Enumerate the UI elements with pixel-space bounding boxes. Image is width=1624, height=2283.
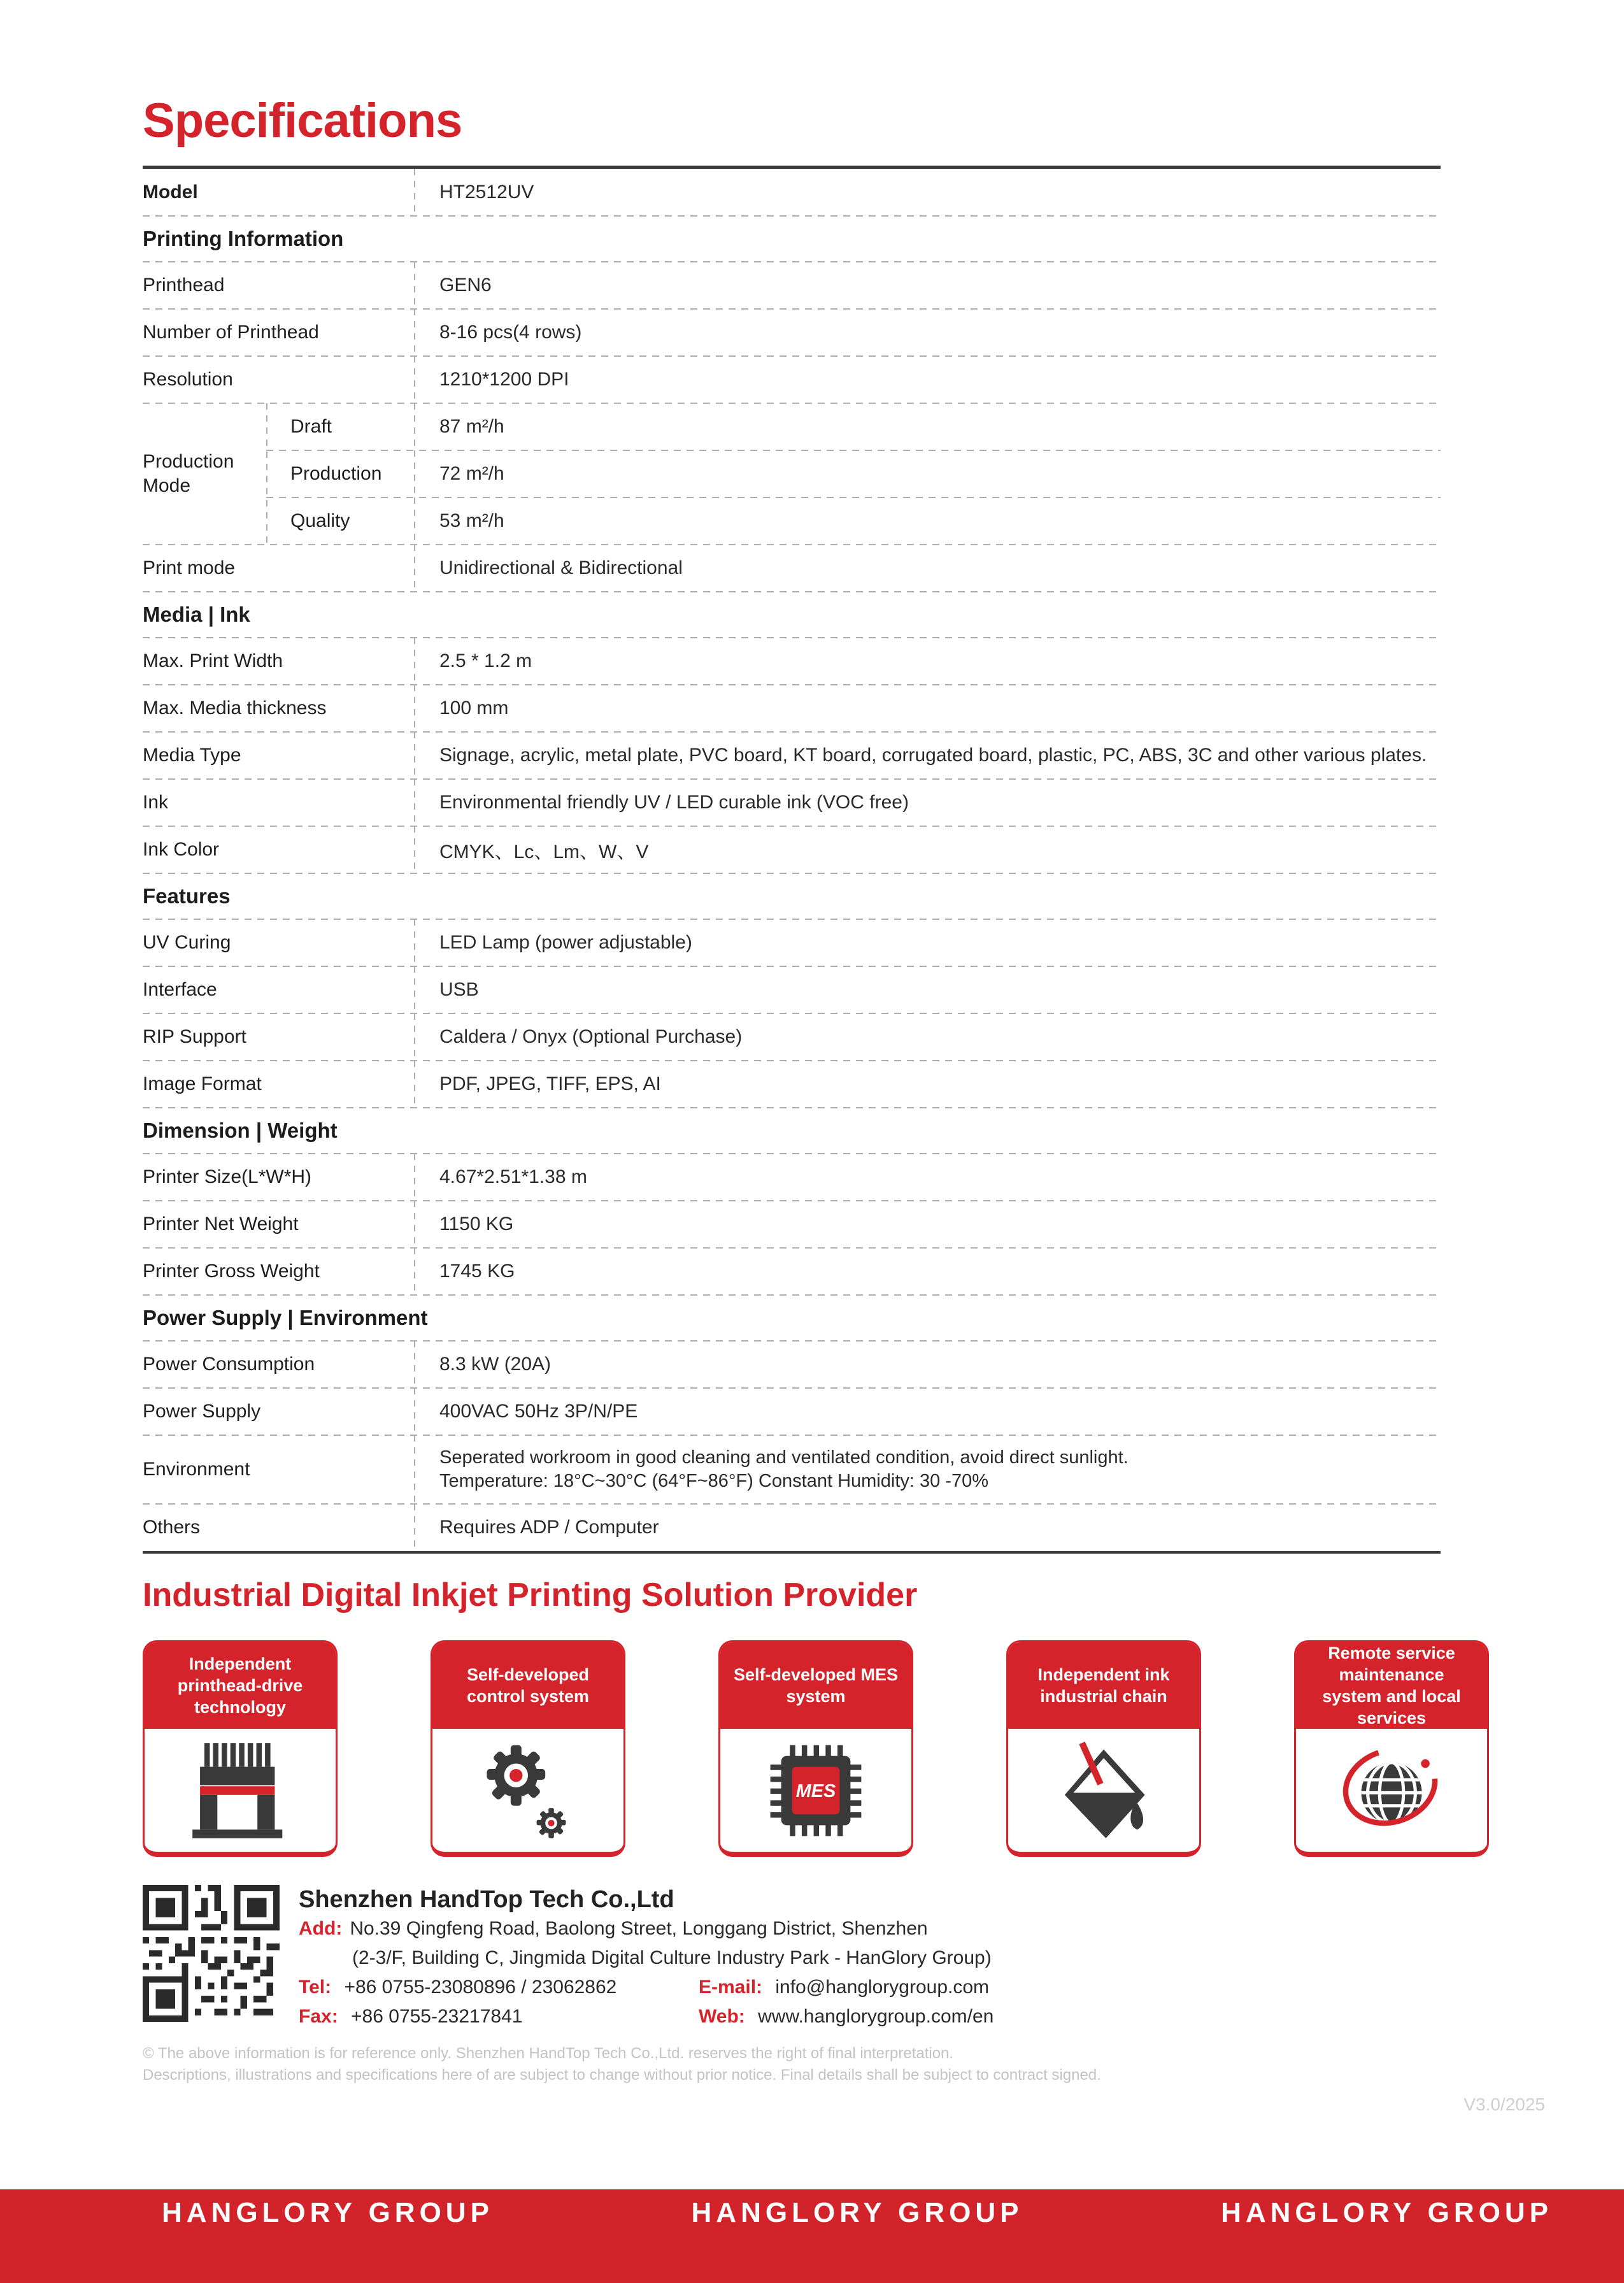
page-title: Specifications <box>143 94 462 148</box>
card-icon-area <box>1296 1729 1487 1852</box>
card-remote-service <box>1294 1640 1489 1857</box>
section-title: Media | Ink <box>143 603 250 626</box>
spec-label: Power Supply <box>143 1401 261 1422</box>
spec-label: Image Format <box>143 1073 262 1094</box>
table-row-image-format <box>143 1061 1441 1108</box>
column-divider <box>414 732 415 779</box>
card-control-system <box>431 1640 625 1857</box>
table-row-printer-net-weight <box>143 1201 1441 1248</box>
address-line-2 <box>299 1943 994 1973</box>
subrow-draft <box>266 403 1441 450</box>
card-icon-area <box>720 1729 911 1852</box>
company-info <box>299 1885 994 2031</box>
company-name: Shenzhen HandTop Tech Co.,Ltd <box>299 1886 674 1913</box>
spec-label: Number of Printhead <box>143 322 319 343</box>
section-title: Dimension | Weight <box>143 1119 338 1142</box>
subrow-production <box>266 450 1441 497</box>
disclaimer <box>143 2043 1624 2086</box>
column-divider <box>414 1013 415 1061</box>
spec-value: 87 m²/h <box>439 416 504 437</box>
column-divider <box>414 1154 415 1201</box>
version-tag: V3.0/2025 <box>1464 2094 1545 2114</box>
web-group <box>699 2002 994 2031</box>
card-title: Self-developed MES system <box>720 1642 911 1729</box>
table-row-uv-curing <box>143 919 1441 966</box>
spec-value: Requires ADP / Computer <box>439 1517 659 1538</box>
footer-band <box>0 2189 1624 2283</box>
spec-value: 8-16 pcs(4 rows) <box>439 322 582 343</box>
address-line-1 <box>299 1914 994 1943</box>
section-title: Printing Information <box>143 227 344 250</box>
spec-label: Production Mode <box>143 451 234 496</box>
spec-label: Ink Color <box>143 839 220 860</box>
globe-icon <box>1337 1736 1446 1845</box>
table-row-printhead <box>143 262 1441 309</box>
spec-label: Environment <box>143 1459 250 1480</box>
spec-value: Signage, acrylic, metal plate, PVC board, KT board, corrugated board, plastic, PC, ABS, 3C and other various plates. <box>439 745 1427 766</box>
spec-value: 4.67*2.51*1.38 m <box>439 1166 587 1187</box>
column-divider <box>414 545 415 592</box>
card-mes-system <box>718 1640 913 1857</box>
card-ink-industrial-chain <box>1006 1640 1201 1857</box>
table-row-print-mode <box>143 545 1441 592</box>
spec-label: Power Consumption <box>143 1354 315 1375</box>
mes-chip-icon <box>762 1736 870 1845</box>
card-icon-area <box>432 1729 623 1852</box>
spec-value: GEN6 <box>439 275 492 296</box>
column-divider <box>414 497 415 545</box>
hanglory-group-logo: HANGLORY GROUP <box>162 2197 494 2228</box>
qr-code <box>143 1885 280 2022</box>
column-divider <box>414 356 415 403</box>
spec-label: RIP Support <box>143 1026 246 1047</box>
address-text-2: (2-3/F, Building C, Jingmida Digital Culture Industry Park - HanGlory Group) <box>352 1947 992 1968</box>
email-label: E-mail: <box>699 1977 763 1998</box>
table-row-power-consumption <box>143 1341 1441 1388</box>
spec-value: LED Lamp (power adjustable) <box>439 932 692 953</box>
email-value: info@hanglorygroup.com <box>775 1977 990 1998</box>
spec-label: Printer Gross Weight <box>143 1261 320 1282</box>
section-title: Power Supply | Environment <box>143 1306 428 1329</box>
email-group <box>699 1973 989 2002</box>
table-row-rip-support <box>143 1013 1441 1061</box>
spec-value: PDF, JPEG, TIFF, EPS, AI <box>439 1073 661 1094</box>
disclaimer-line-1: © The above information is for reference only. Shenzhen HandTop Tech Co.,Ltd. reserves the right of final interpretation. <box>143 2045 954 2062</box>
card-icon-area <box>1008 1729 1199 1852</box>
column-divider <box>414 1248 415 1295</box>
hanglory-group-logo: HANGLORY GROUP <box>691 2197 1023 2228</box>
environment-line-2: Temperature: 18°C~30°C (64°F~86°F) Constant Humidity: 30 -70% <box>439 1471 988 1491</box>
table-row-number-of-printhead <box>143 309 1441 356</box>
tel-email-line <box>299 1973 994 2002</box>
solution-provider-heading: Industrial Digital Inkjet Printing Solution Provider <box>143 1577 918 1614</box>
column-divider <box>414 638 415 685</box>
column-divider <box>414 450 415 497</box>
spec-label: Print mode <box>143 557 236 578</box>
card-title: Independent ink industrial chain <box>1008 1642 1199 1729</box>
spec-value: 400VAC 50Hz 3P/N/PE <box>439 1401 638 1422</box>
spec-label: Ink <box>143 792 169 813</box>
table-row-power-supply <box>143 1388 1441 1435</box>
environment-line-1: Seperated workroom in good cleaning and ventilated condition, avoid direct sunlight. <box>439 1447 1129 1468</box>
section-row-printing-information <box>143 216 1441 262</box>
column-divider <box>414 262 415 309</box>
web-label: Web: <box>699 2006 745 2027</box>
column-divider <box>414 169 415 216</box>
card-title: Independent printhead-drive technology <box>145 1642 336 1729</box>
spec-sublabel: Draft <box>290 416 332 437</box>
spec-label: Printhead <box>143 275 225 296</box>
column-divider <box>414 1435 415 1504</box>
spec-value: 72 m²/h <box>439 463 504 484</box>
column-divider <box>414 1201 415 1248</box>
spec-value: 100 mm <box>439 698 509 719</box>
tel-value: +86 0755-23080896 / 23062862 <box>344 1977 617 1998</box>
column-divider <box>414 826 415 873</box>
spec-value: Caldera / Onyx (Optional Purchase) <box>439 1026 743 1047</box>
column-divider <box>414 685 415 732</box>
spec-label: UV Curing <box>143 932 231 953</box>
table-row-model <box>143 169 1441 216</box>
gears-icon <box>474 1736 582 1845</box>
card-title: Self-developed control system <box>432 1642 623 1729</box>
spec-value: 2.5 * 1.2 m <box>439 650 532 671</box>
column-divider <box>414 779 415 826</box>
company-block <box>143 1885 1624 2031</box>
table-row-others <box>143 1504 1441 1551</box>
spec-label: Model <box>143 182 198 203</box>
spec-value: Unidirectional & Bidirectional <box>439 557 683 578</box>
feature-cards <box>143 1640 1489 1857</box>
spec-label: Max. Print Width <box>143 650 283 671</box>
add-label: Add: <box>299 1918 343 1939</box>
printhead-icon <box>186 1736 294 1845</box>
section-row-media-ink <box>143 592 1441 638</box>
table-row-interface <box>143 966 1441 1013</box>
table-row-printer-gross-weight <box>143 1248 1441 1295</box>
spec-label: Others <box>143 1517 201 1538</box>
table-row-max-print-width <box>143 638 1441 685</box>
spec-value <box>414 1446 1441 1493</box>
section-row-dimension-weight <box>143 1108 1441 1154</box>
column-divider <box>414 309 415 356</box>
spec-label: Max. Media thickness <box>143 698 327 719</box>
table-row-ink <box>143 779 1441 826</box>
spec-sublabel: Quality <box>290 510 350 531</box>
spec-value: 8.3 kW (20A) <box>439 1354 552 1375</box>
spec-label: Printer Size(L*W*H) <box>143 1166 312 1187</box>
tel-label: Tel: <box>299 1977 332 1998</box>
card-printhead-technology <box>143 1640 338 1857</box>
disclaimer-line-2: Descriptions, illustrations and specifications here of are subject to change without prior notice. Final details shall be subject to contract signed. <box>143 2066 1101 2084</box>
section-row-power-supply-environment <box>143 1295 1441 1341</box>
fax-value: +86 0755-23217841 <box>351 2006 523 2027</box>
production-mode-subrows <box>266 403 1441 545</box>
spec-value: 1210*1200 DPI <box>439 369 569 390</box>
column-divider <box>414 1341 415 1388</box>
card-icon-area <box>145 1729 336 1852</box>
table-row-resolution <box>143 356 1441 403</box>
column-divider <box>414 919 415 966</box>
column-divider <box>414 1504 415 1551</box>
fax-label: Fax: <box>299 2006 338 2027</box>
spec-sheet-page <box>0 96 1624 2283</box>
hanglory-group-logo: HANGLORY GROUP <box>1221 2197 1553 2228</box>
fax-group <box>299 2002 699 2031</box>
spec-value: USB <box>439 979 479 1000</box>
section-title: Features <box>143 884 231 908</box>
subrow-quality <box>266 497 1441 545</box>
spec-value: 1745 KG <box>439 1261 515 1282</box>
column-divider <box>414 403 415 450</box>
fax-web-line <box>299 2002 994 2031</box>
table-row-media-type <box>143 732 1441 779</box>
spec-value: 53 m²/h <box>439 510 504 531</box>
spec-value: 1150 KG <box>439 1213 514 1235</box>
spec-value: CMYK、Lc、Lm、W、V <box>439 841 649 862</box>
table-row-environment <box>143 1435 1441 1504</box>
tel-group <box>299 1973 699 2002</box>
spec-label: Resolution <box>143 369 233 390</box>
column-divider <box>414 1388 415 1435</box>
spec-label: Interface <box>143 979 217 1000</box>
card-title: Remote service maintenance system and local services <box>1296 1642 1487 1729</box>
spec-label: Printer Net Weight <box>143 1213 299 1235</box>
table-row-printer-size <box>143 1154 1441 1201</box>
column-divider <box>414 966 415 1013</box>
mes-icon-label: MES <box>795 1780 836 1801</box>
spec-value: Environmental friendly UV / LED curable ink (VOC free) <box>439 792 909 813</box>
ink-bucket-icon <box>1050 1736 1158 1845</box>
spec-label: Media Type <box>143 745 241 766</box>
spec-table <box>143 166 1441 1554</box>
spec-sublabel: Production <box>290 463 382 484</box>
spec-value: HT2512UV <box>439 182 534 203</box>
web-value: www.hanglorygroup.com/en <box>758 2006 994 2027</box>
column-divider <box>414 1061 415 1108</box>
table-row-max-media-thickness <box>143 685 1441 732</box>
address-text-1: No.39 Qingfeng Road, Baolong Street, Longgang District, Shenzhen <box>350 1918 928 1939</box>
section-row-features <box>143 873 1441 919</box>
table-row-production-mode <box>143 403 1441 545</box>
table-row-ink-color <box>143 826 1441 873</box>
